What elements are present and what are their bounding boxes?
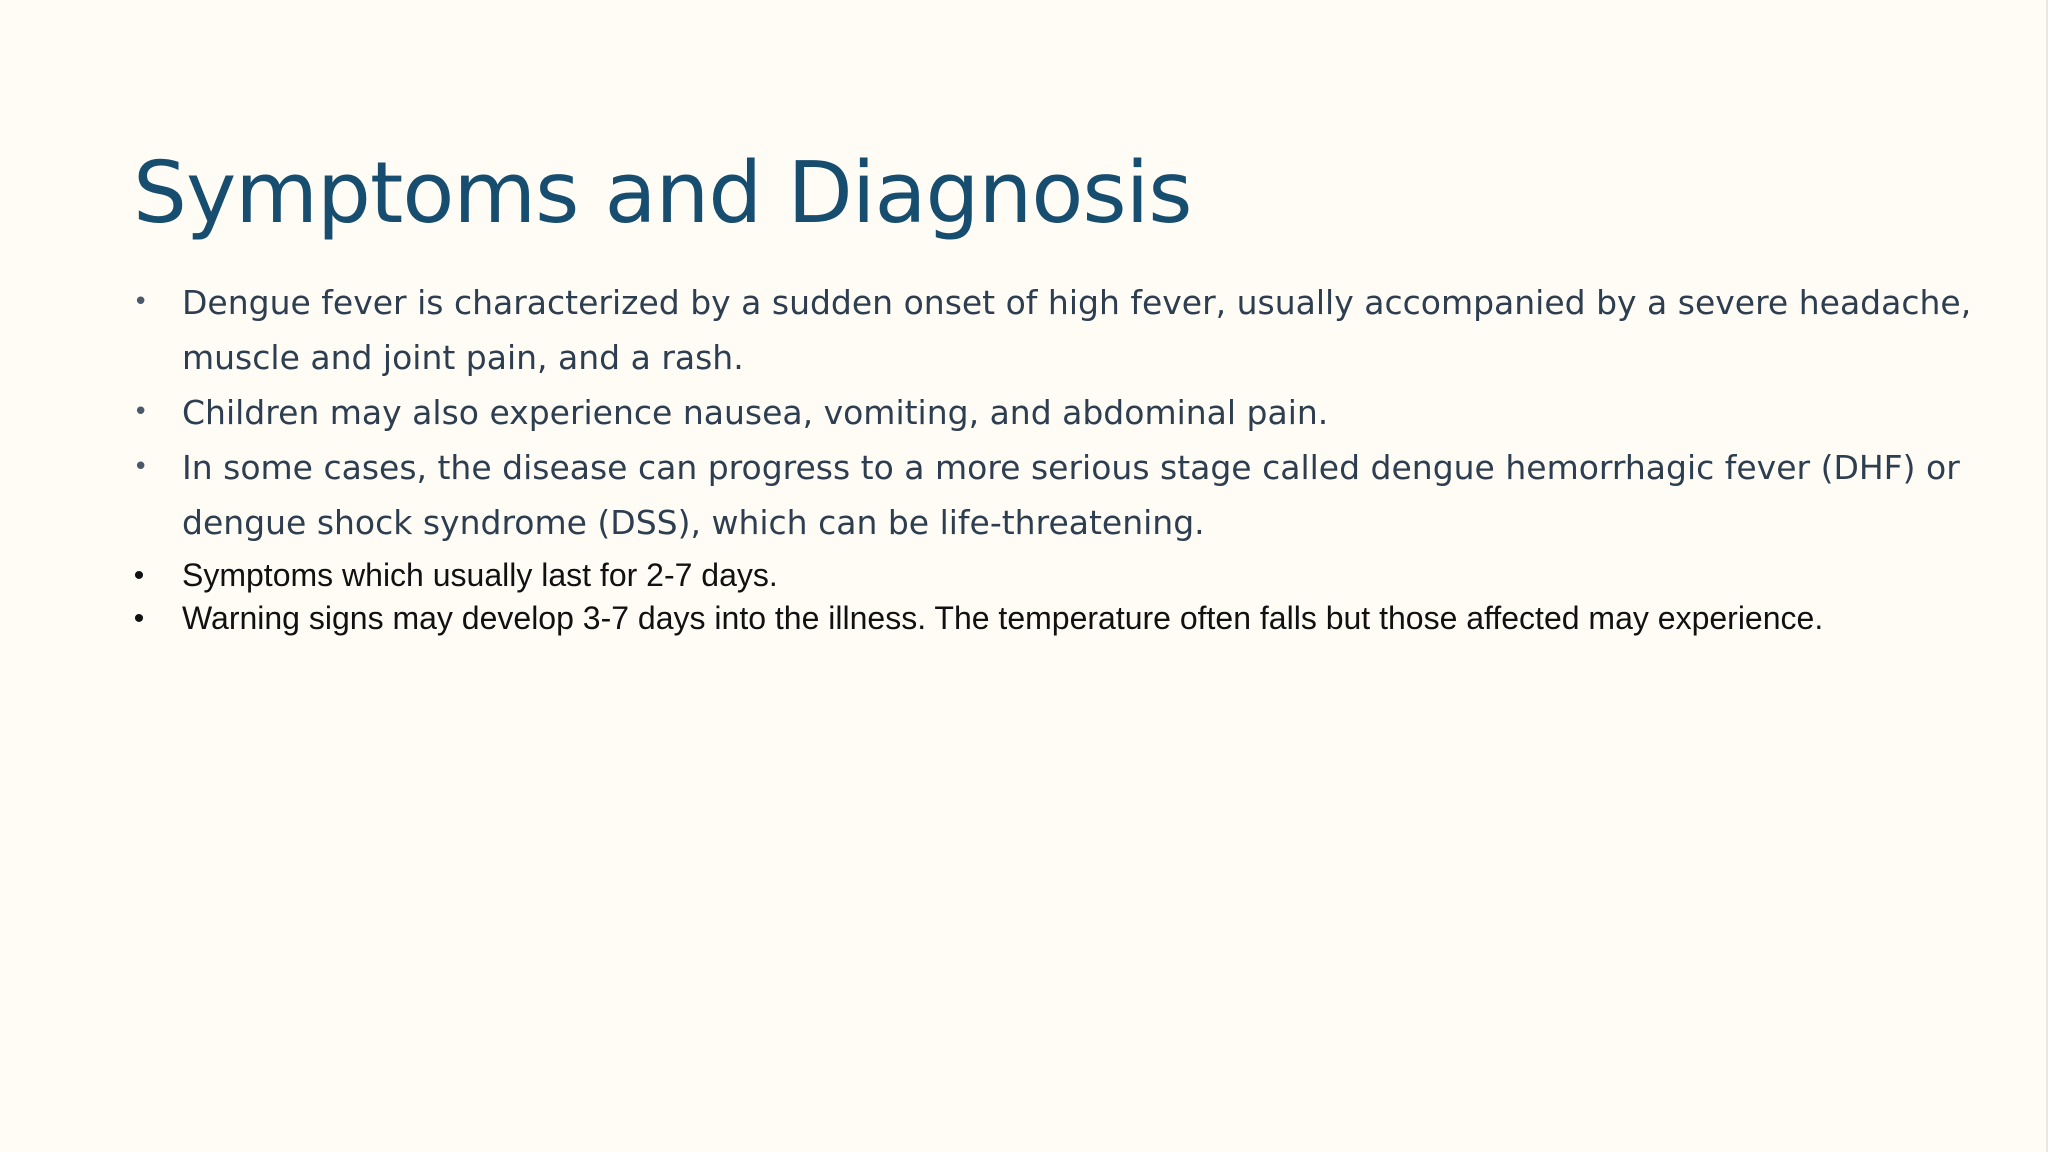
bullet-icon: •	[133, 602, 145, 635]
bullet-item	[133, 597, 1993, 640]
bullet-item	[133, 554, 1993, 597]
bullet-icon: •	[133, 287, 149, 317]
bullet-item	[133, 440, 1993, 550]
bullet-icon: •	[133, 452, 149, 482]
bullet-text: Dengue fever is characterized by a sudden onset of high fever, usually accompanied by a severe headache, muscle and joint pain, and a rash.	[182, 283, 1972, 377]
bullet-text: In some cases, the disease can progress to a more serious stage called dengue hemorrhagic fever (DHF) or dengue shock syndrome (DSS), which can be life-threatening.	[182, 448, 1960, 542]
bullet-text: Symptoms which usually last for 2-7 days.	[182, 557, 778, 593]
bullet-icon: •	[133, 397, 149, 427]
bullet-item	[133, 275, 1993, 385]
bullet-list	[133, 275, 1993, 640]
bullet-item	[133, 385, 1993, 440]
bullet-text: Warning signs may develop 3-7 days into the illness. The temperature often falls but those affected may experience.	[182, 600, 1824, 636]
bullet-text: Children may also experience nausea, vomiting, and abdominal pain.	[182, 393, 1329, 432]
bullet-icon: •	[133, 559, 145, 592]
slide-title: Symptoms and Diagnosis	[133, 144, 1192, 243]
